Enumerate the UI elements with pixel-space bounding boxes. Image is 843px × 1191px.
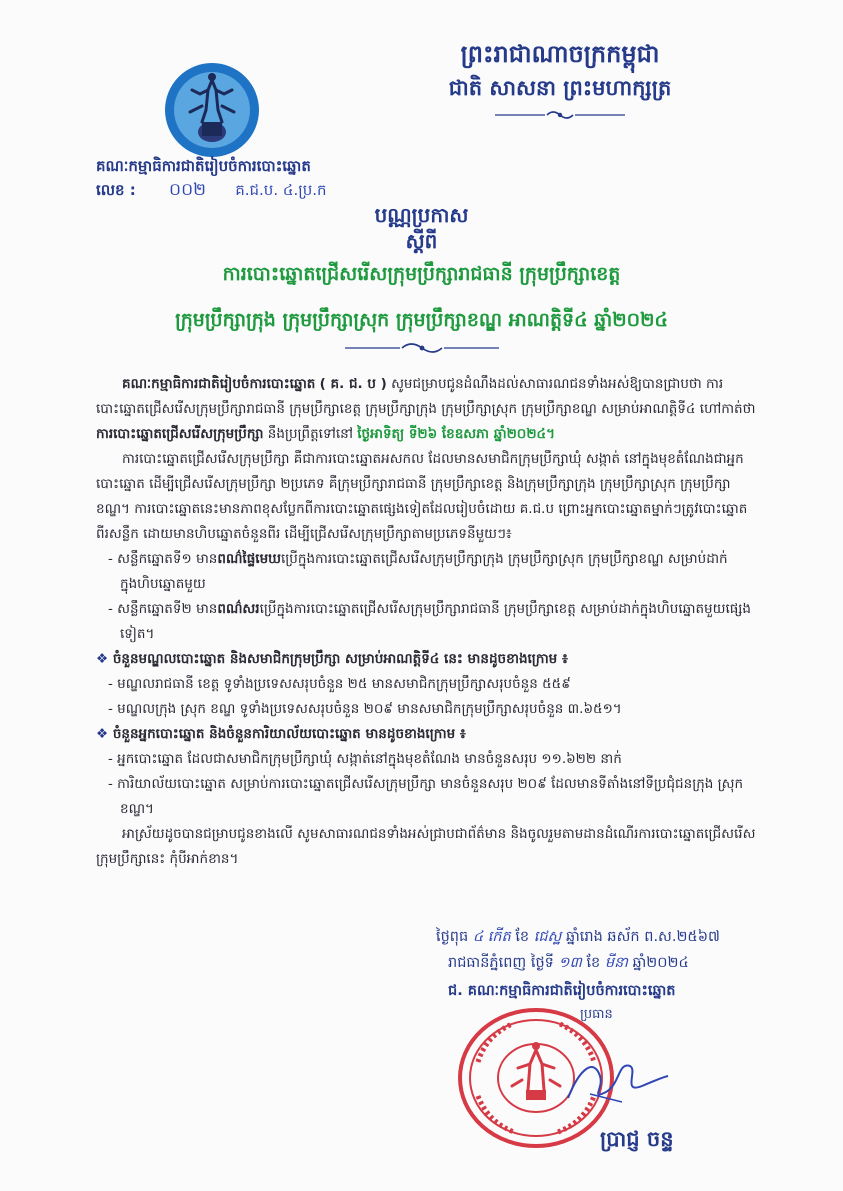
kingdom-heading: ព្រះរាជាណាចក្រកម្ពុជា [460, 40, 660, 68]
p1-bold: ការបោះឆ្នោតជ្រើសរើសក្រុមប្រឹក្សា [96, 426, 264, 442]
lunar-day: ៤ កើត [472, 929, 511, 945]
signer-name: ប្រាជ្ញ ចន្ទ [600, 1127, 674, 1151]
voters-item: - អ្នកបោះឆ្នោត ដែលជាសមាជិកក្រុមប្រឹក្សាឃុំ សង្កាត់នៅក្នុងមុខតំណែង មានចំនួនសរុប ១១.៦២២ នាក់ [96, 747, 756, 772]
lunar-pre: ថ្ងៃពុធ [436, 929, 469, 945]
solar-pre: រាជធានីភ្នំពេញ ថ្ងៃទី [448, 955, 554, 971]
ballot-1-color: ពណ៌ផ្ទៃមេឃ [217, 551, 281, 567]
ballot-2-post: ប្រើក្នុងការបោះឆ្នោតជ្រើសរើសក្រុមប្រឹក្សារាជធានី ក្រុមប្រឹក្សាខេត្ត សម្រាប់ដាក់ក្នុងហិបឆ្នោតមួយផ្សេងទៀត។ [120, 601, 751, 642]
solar-post: ឆ្នាំ២០២៤ [632, 955, 689, 971]
solar-mid: ខែ [586, 955, 601, 971]
national-motto: ជាតិ សាសនា ព្រះមហាក្សត្រ [448, 76, 672, 100]
ref-label: លេខ : [96, 181, 136, 199]
ballot-2-pre: សន្លឹកឆ្នោតទី២ មាន [117, 601, 218, 617]
p1-text: សូមជម្រាបជូនដំណឹងដល់សាធារណជនទាំងអស់ឱ្យបានជ្រាបថា ការបោះឆ្នោតជ្រើសរើសក្រុមប្រឹក្សារាជធានី ក្រុមប្រឹក្សាខេត្ត ក្រុមប្រឹក្សាក្រុង ក្រុមប្រឹក្សាស្រុក ក្រុមប្រឹក្សាខណ្ឌ សម្រាប់អាណត្តិទី៤ ហៅកាត់ថា [96, 376, 756, 417]
paragraph-1 [96, 372, 756, 447]
on-behalf-line: ជ. គណៈកម្មាធិការជាតិរៀបចំការបោះឆ្នោត [448, 983, 676, 999]
constituencies-heading: ❖ ចំនួនមណ្ឌលបោះឆ្នោត និងសមាជិកក្រុមប្រឹក្សា សម្រាប់អាណត្តិទី៤ នេះ មានដូចខាងក្រោម ៖ [96, 647, 756, 672]
issuing-organization: គណៈកម្មាធិការជាតិរៀបចំការបោះឆ្នោត [96, 157, 311, 175]
constituency-item: - មណ្ឌលក្រុង ស្រុក ខណ្ឌ ទូទាំងប្រទេសសរុបចំនួន ២០៩ មានសមាជិកក្រុមប្រឹក្សាសរុបចំនួន ៣.៦៥១។ [96, 697, 756, 722]
ballot-1-post: ប្រើក្នុងការបោះឆ្នោតជ្រើសរើសក្រុមប្រឹក្សាក្រុង ក្រុមប្រឹក្សាស្រុក ក្រុមប្រឹក្សាខណ្ឌ សម្រាប់ដាក់ក្នុងហិបឆ្នោតមួយ [120, 551, 728, 592]
polling-offices-item: - ការិយាល័យបោះឆ្នោត សម្រាប់ការបោះឆ្នោតជ្រើសរើសក្រុមប្រឹក្សា មានចំនួនសរុប ២០៩ ដែលមានទីតាំងនៅទីប្រជុំជនក្រុង ស្រុក ខណ្ឌ។ [96, 772, 756, 822]
position-title: ប្រធាន [580, 1007, 613, 1022]
constituency-item: - មណ្ឌលរាជធានី ខេត្ត ទូទាំងប្រទេសសរុបចំនួន ២៥ មានសមាជិកក្រុមប្រឹក្សាសរុបចំនួន ៥៥៩ [96, 672, 756, 697]
paragraph-2: ការបោះឆ្នោតជ្រើសរើសក្រុមប្រឹក្សា គឺជាការបោះឆ្នោតអសកល ដែលមានសមាជិកក្រុមប្រឹក្សាឃុំ សង្កាត់ នៅក្នុងមុខតំណែងជាអ្នកបោះឆ្នោត ដើម្បីជ្រើសរើសក្រុមប្រឹក្សា ២ប្រភេទ គឺក្រុមប្រឹក្សារាជធានី ក្រុមប្រឹក្សាខេត្ត និងក្រុមប្រឹក្សាក្រុង ក្រុមប្រឹក្សាស្រុក ក្រុមប្រឹក្សាខណ្ឌ។ ការបោះឆ្នោតនេះមានភាពខុសប្លែកពីការបោះឆ្នោតផ្សេងទៀតដែលរៀបចំដោយ គ.ជ.ប ព្រោះអ្នកបោះឆ្នោតម្នាក់ៗត្រូវបោះឆ្នោតពីរសន្លឹក ដោយមានហិបឆ្នោតចំនួនពីរ ដើម្បីជ្រើសរើសក្រុមប្រឹក្សាតាមប្រភេទនីមួយៗ៖ [96, 451, 748, 542]
lunar-month: ជេស្ឋ [533, 929, 562, 945]
p1-text2: នឹងប្រព្រឹត្តទៅនៅ [267, 426, 353, 442]
reference-line [96, 180, 327, 200]
doc-subject-line2: ក្រុមប្រឹក្សាក្រុង ក្រុមប្រឹក្សាស្រុក ក្រុមប្រឹក្សាខណ្ឌ អាណត្តិទី៤ ឆ្នាំ២០២៤ [175, 309, 668, 331]
doc-subject-line1: ការបោះឆ្នោតជ្រើសរើសក្រុមប្រឹក្សារាជធានី ក្រុមប្រឹក្សាខេត្ត [222, 263, 621, 285]
ballot-1-item [96, 547, 756, 597]
lunar-post: ឆ្នាំរោង ឆស័ក ព.ស.២៥៦៧ [565, 929, 720, 945]
election-date: ថ្ងៃអាទិត្យ ទី២៦ ខែឧសភា ឆ្នាំ២០២៤។ [357, 426, 556, 442]
nec-logo [162, 60, 262, 160]
doc-subject-label: ស្ដីពី [405, 229, 438, 253]
ornament-divider [495, 108, 625, 122]
solar-month: មីនា [604, 955, 628, 971]
solar-date [448, 952, 689, 974]
signature-mark [560, 1048, 670, 1108]
lunar-mid: ខែ [515, 929, 530, 945]
ballot-2-item [96, 597, 756, 647]
ballot-2-color: ពណ៌សរ [217, 601, 260, 617]
solar-day: ១៣ [558, 955, 582, 971]
lunar-date [436, 926, 720, 948]
doc-type-title: បណ្ណប្រកាស [374, 203, 469, 227]
ornament-divider-title [345, 340, 499, 356]
p1-org: គណៈកម្មាធិការជាតិរៀបចំការបោះឆ្នោត [122, 376, 316, 392]
closing-paragraph: អាស្រ័យដូចបានជម្រាបជូនខាងលើ សូមសាធារណជនទាំងអស់ជ្រាបជាព័ត៌មាន និងចូលរួមតាមដានដំណើរការបោះឆ្នោតជ្រើសរើសក្រុមប្រឹក្សានេះ កុំបីអាក់ខាន។ [96, 826, 756, 867]
ref-code: គ.ជ.ប. ៤.ប្រ.ក [235, 181, 327, 199]
voters-heading: ❖ ចំនួនអ្នកបោះឆ្នោត និងចំនួនការិយាល័យបោះឆ្នោត មានដូចខាងក្រោម ៖ [96, 722, 756, 747]
announcement-body [96, 372, 756, 872]
p1-abbr: ( គ. ជ. ប ) [319, 376, 387, 392]
ref-number: ០០២ [169, 180, 206, 200]
ballot-1-pre: សន្លឹកឆ្នោតទី១ មាន [117, 551, 218, 567]
